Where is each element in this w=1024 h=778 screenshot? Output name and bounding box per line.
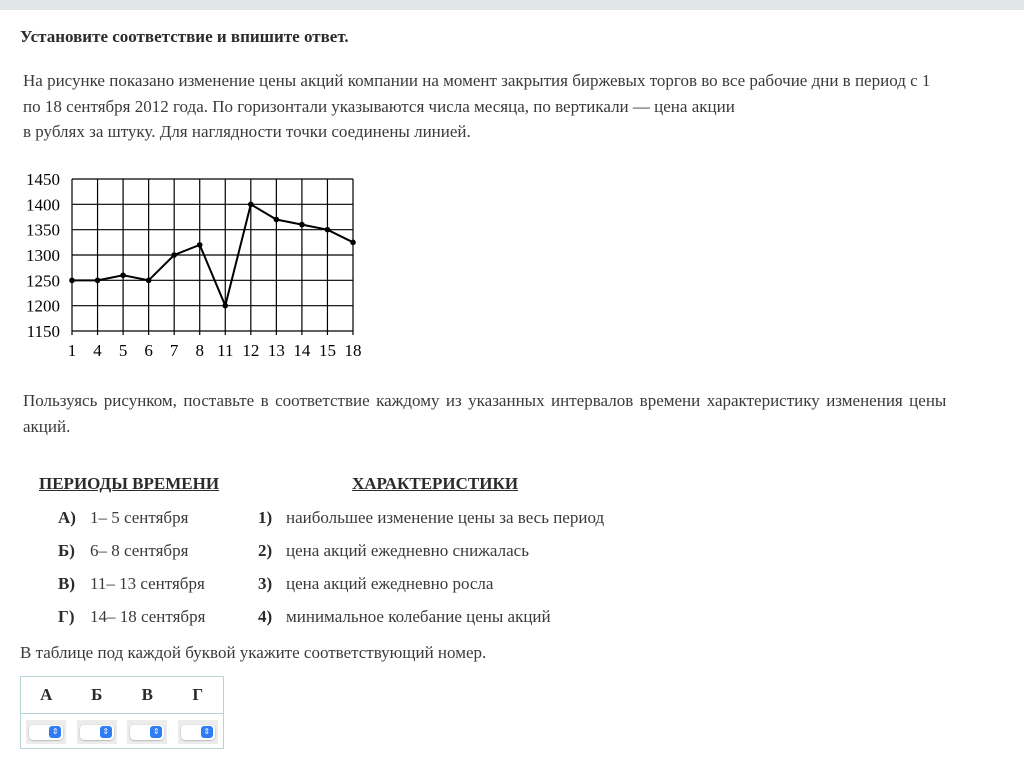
x-tick-label: 12 [242, 341, 260, 360]
data-point [248, 202, 254, 208]
period-label: Б) [58, 541, 75, 560]
characteristic-item-4 [258, 607, 551, 627]
instruction-text [23, 388, 998, 439]
answer-column-b: Б [91, 685, 103, 704]
y-tick-label: 1350 [26, 220, 60, 240]
chart-svg [15, 165, 375, 365]
y-tick-label: 1300 [26, 246, 60, 265]
answer-column-g: Г [192, 685, 204, 704]
data-point [146, 278, 152, 284]
period-item-v [58, 574, 205, 594]
data-point [222, 303, 228, 309]
instruction-line-2: акций. [23, 416, 71, 436]
x-tick-label: 1 [67, 341, 77, 360]
y-tick-label: 1200 [26, 296, 60, 316]
y-tick-label: 1400 [26, 195, 60, 215]
x-tick-label: 7 [169, 341, 179, 360]
period-item-b [58, 541, 188, 561]
x-tick-label: 18 [344, 341, 362, 360]
x-tick-label: 14 [293, 341, 311, 360]
stock-price-chart [15, 165, 375, 370]
data-point [120, 272, 126, 278]
y-tick-label: 1150 [26, 322, 60, 341]
up-down-chevron-icon[interactable]: ⇕ [201, 726, 213, 738]
data-point [350, 240, 356, 246]
answer-cell-g [173, 720, 224, 744]
characteristic-number: 2) [258, 541, 273, 560]
up-down-chevron-icon[interactable]: ⇕ [49, 726, 61, 738]
answer-select-v-wrapper [127, 720, 167, 744]
up-down-chevron-icon[interactable]: ⇕ [100, 726, 112, 738]
characteristic-text: цена акций ежедневно снижалась [286, 541, 529, 560]
answer-select-v[interactable] [130, 725, 164, 740]
answer-cell-v [122, 720, 173, 744]
period-item-g [58, 607, 205, 627]
intro-line-1: На рисунке показано изменение цены акций компании на момент закрытия биржевых торгов во все рабочие дни в период с 1 [23, 71, 931, 90]
x-tick-label: 11 [217, 341, 234, 360]
x-axis-ticks [68, 341, 362, 360]
period-item-a [58, 508, 188, 528]
characteristic-text: наибольшее изменение цены за весь период [286, 508, 605, 527]
y-axis-ticks [26, 170, 60, 341]
answer-select-g-wrapper [178, 720, 218, 744]
intro-text [23, 68, 998, 145]
answer-table [20, 676, 224, 749]
period-text: 14– 18 сентября [90, 607, 206, 626]
periods-header: ПЕРИОДЫ ВРЕМЕНИ [39, 474, 220, 493]
task-heading: Установите соответствие и впишите ответ. [20, 27, 349, 46]
intro-line-3: в рублях за штуку. Для наглядности точки соединены линией. [23, 122, 471, 141]
answer-column-a: А [40, 685, 53, 704]
intro-line-2: по 18 сентября 2012 года. По горизонтали указываются числа месяца, по вертикали — цена акции [23, 96, 735, 116]
data-point [69, 278, 75, 284]
characteristic-item-3 [258, 574, 493, 594]
answer-table-body [21, 714, 223, 750]
y-tick-label: 1250 [26, 271, 60, 291]
period-text: 11– 13 сентября [90, 574, 205, 593]
answer-select-b-wrapper [77, 720, 117, 744]
y-tick-label: 1450 [26, 170, 60, 189]
answer-cell-a [21, 720, 72, 744]
characteristic-text: цена акций ежедневно росла [286, 574, 494, 593]
answer-select-a[interactable] [29, 725, 63, 740]
x-tick-label: 6 [144, 341, 153, 360]
x-tick-label: 8 [195, 341, 204, 360]
period-label: В) [58, 574, 75, 593]
answer-select-b[interactable] [80, 725, 114, 740]
period-text: 1– 5 сентября [90, 508, 189, 527]
answer-select-a-wrapper [26, 720, 66, 744]
up-down-chevron-icon[interactable]: ⇕ [150, 726, 162, 738]
chart-grid [72, 179, 353, 335]
answer-table-header [21, 677, 223, 714]
instruction-line-1: Пользуясь рисунком, поставьте в соответствие каждому из указанных интервалов времени характеристику изменения цены [23, 391, 947, 410]
data-point [95, 278, 101, 284]
period-label: Г) [58, 607, 75, 626]
data-point [171, 252, 177, 258]
x-tick-label: 5 [118, 341, 128, 360]
answer-column-v: В [141, 685, 153, 704]
characteristic-number: 3) [258, 574, 273, 593]
characteristic-number: 4) [258, 607, 273, 626]
x-tick-label: 13 [267, 341, 285, 360]
data-point [274, 217, 280, 223]
period-label: А) [58, 508, 76, 527]
characteristics-header: ХАРАКТЕРИСТИКИ [352, 474, 519, 493]
characteristic-item-2 [258, 541, 529, 561]
answer-instruction: В таблице под каждой буквой укажите соответствующий номер. [20, 643, 487, 662]
characteristic-number: 1) [258, 508, 273, 527]
data-point [299, 222, 305, 228]
data-point [197, 242, 203, 248]
answer-cell-b [72, 720, 123, 744]
characteristic-text: минимальное колебание цены акций [286, 607, 551, 626]
top-bar [0, 0, 1024, 10]
data-point [325, 227, 331, 233]
period-text: 6– 8 сентября [90, 541, 189, 560]
x-tick-label: 4 [93, 341, 102, 360]
x-tick-label: 15 [318, 341, 336, 360]
answer-select-g[interactable] [181, 725, 215, 740]
characteristic-item-1 [258, 508, 604, 528]
